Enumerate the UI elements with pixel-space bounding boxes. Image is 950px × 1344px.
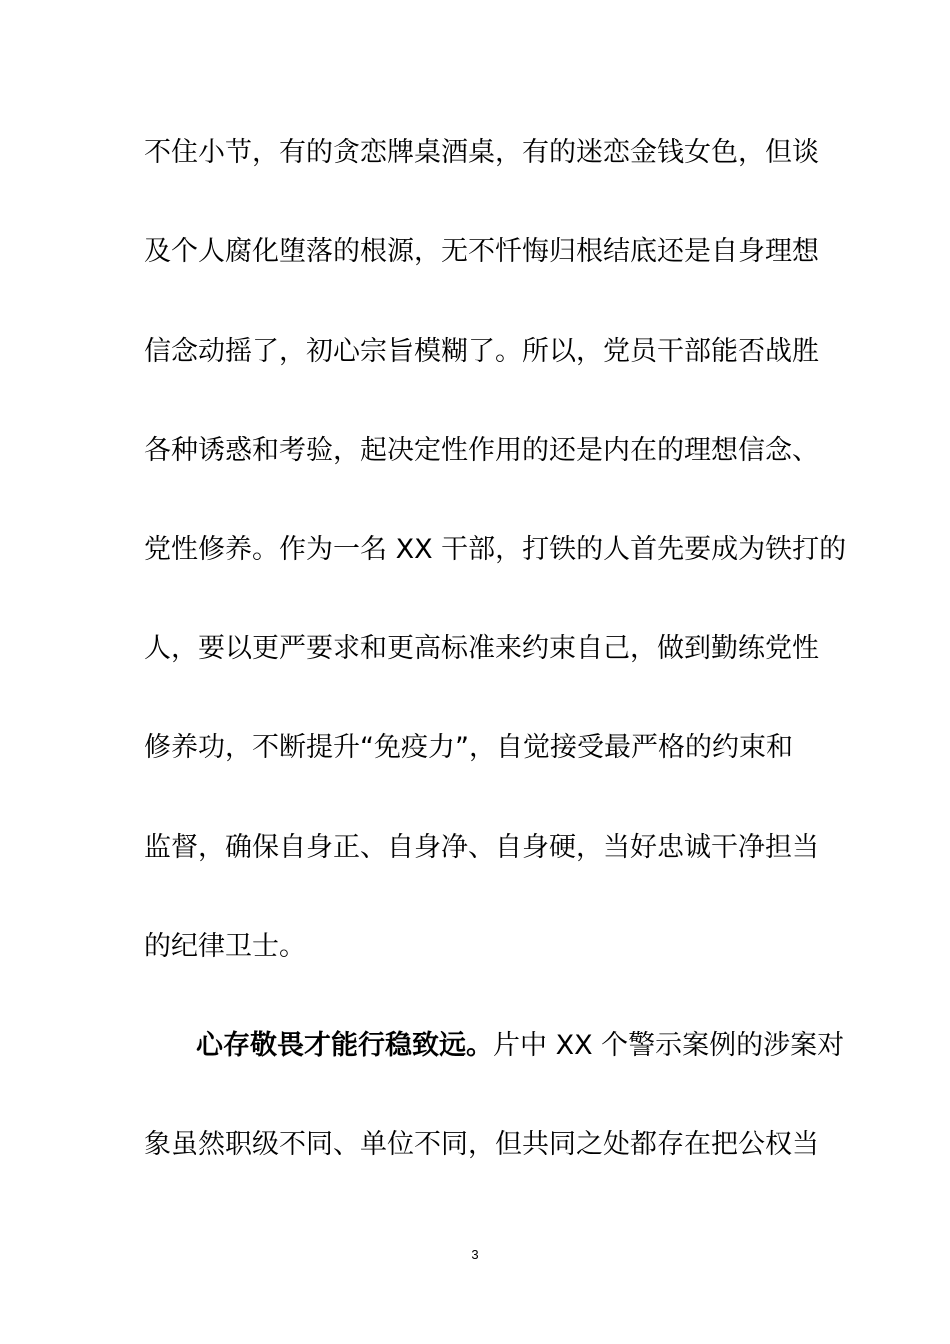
text-line-5: 党性修养。作为一名 XX 干部，打铁的人首先要成为铁打的 [144,534,847,565]
text-line-8: 监督，确保自身正、自身净、自身硬，当好忠诚干净担当 [144,832,819,863]
page-number: 3 [471,1247,479,1262]
text-line-1: 不住小节，有的贪恋牌桌酒桌，有的迷恋金钱女色，但谈 [144,137,819,168]
text-line-4: 各种诱惑和考验，起决定性作用的还是内在的理想信念、 [144,435,819,466]
paragraph-2-first-line-text: 片中 XX 个警示案例的涉案对 [493,1030,845,1061]
text-line-2: 及个人腐化堕落的根源，无不忏悔归根结底还是自身理想 [144,236,819,267]
paragraph-2-line-2: 象虽然职级不同、单位不同，但共同之处都存在把公权当 [144,1129,819,1160]
text-line-3: 信念动摇了，初心宗旨模糊了。所以，党员干部能否战胜 [144,336,819,367]
paragraph-heading: 心存敬畏才能行稳致远。 [196,1030,493,1061]
text-line-9: 的纪律卫士。 [144,931,306,962]
text-line-6: 人，要以更严要求和更高标准来约束自己，做到勤练党性 [144,633,819,664]
paragraph-2-first-line [196,1029,845,1063]
text-line-7: 修养功，不断提升“免疫力”，自觉接受最严格的约束和 [144,732,793,763]
